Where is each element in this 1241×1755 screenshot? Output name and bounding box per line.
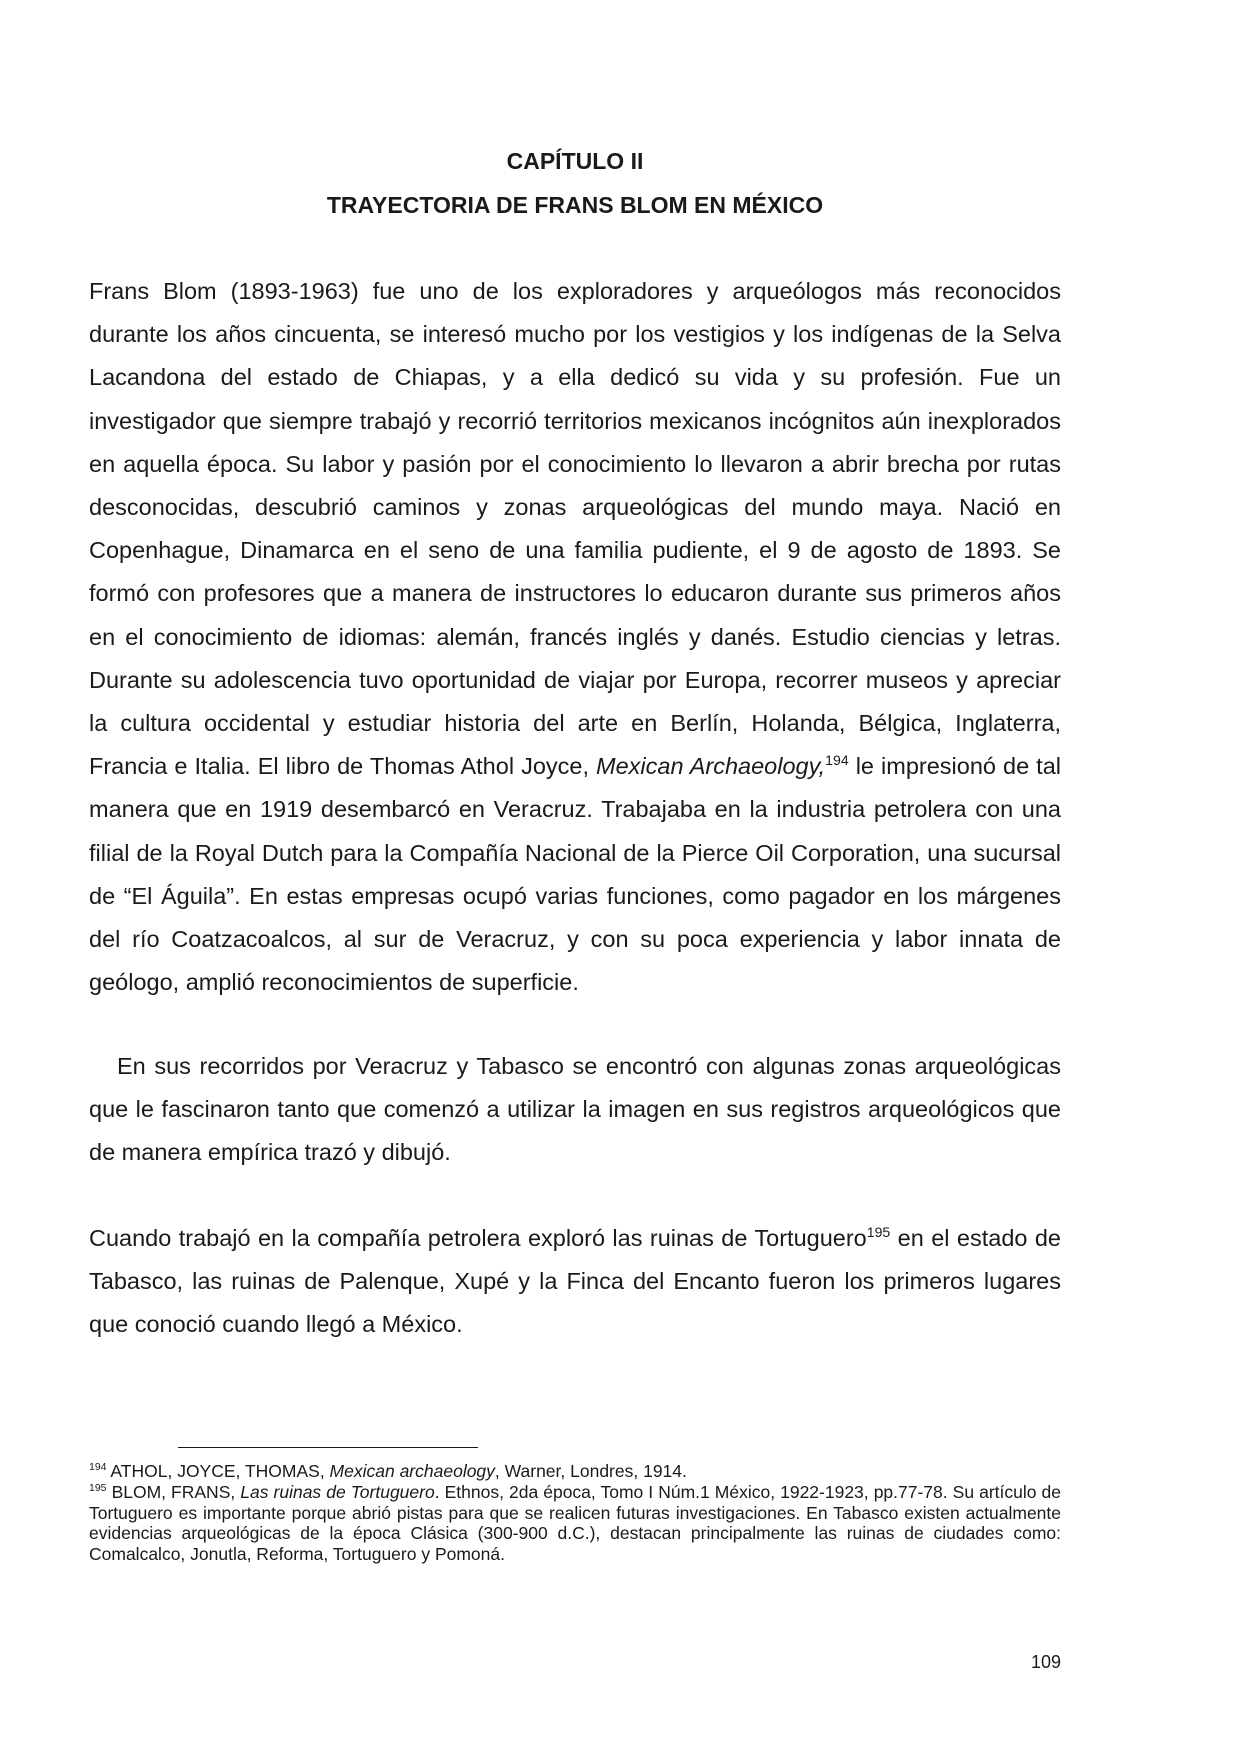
footnote-ref-194: 194 xyxy=(825,752,849,769)
paragraph-3-text-a: Cuando trabajó en la compañía petrolera exploró las ruinas de Tortuguero xyxy=(89,1225,867,1251)
paragraph-3-text-b: en el estado de Tabasco, las ruinas de Palenque, Xupé y la Finca del Encanto fueron los primeros lugares que conoció cuando llegó a México. xyxy=(89,1225,1061,1338)
footnote-number: 195 xyxy=(89,1482,107,1495)
footnote-text-after: . Ethnos, 2da época, Tomo I Núm.1 México, 1922-1923, pp.77-78. Su artículo de Tortuguero es importante porque abrió pistas para que se realicen futuras investigaciones. En Tabasco existen actualmente evidencias arqueológicas de la época Clásica (300-900 d.C.), destacan principalmente las ruinas de ciudades como: Comalcalco, Jonutla, Reforma, Tortuguero y Pomoná. xyxy=(89,1482,1061,1564)
paragraph-1 xyxy=(89,270,1061,1004)
footnote-195 xyxy=(89,1482,1061,1564)
page-number: 109 xyxy=(1030,1652,1061,1672)
footnote-separator xyxy=(178,1447,478,1448)
footnote-number: 194 xyxy=(89,1461,107,1474)
paragraph-1-text-b: le impresionó de tal manera que en 1919 desembarcó en Veracruz. Trabajaba en la industria petrolera con una filial de la Royal Dutch para la Compañía Nacional de la Pierce Oil Corporation, una sucursal de “El Águila”. En estas empresas ocupó varias funciones, como pagador en los márgenes del río Coatzacoalcos, al sur de Veracruz, y con su poca experiencia y labor innata de geólogo, amplió reconocimientos de superficie. xyxy=(89,753,1061,996)
footnote-194 xyxy=(89,1461,1061,1482)
paragraph-2: En sus recorridos por Veracruz y Tabasco se encontró con algunas zonas arqueológicas que le fascinaron tanto que comenzó a utilizar la imagen en sus registros arqueológicos que de manera empírica trazó y dibujó. xyxy=(89,1053,1061,1166)
chapter-title: TRAYECTORIA DE FRANS BLOM EN MÉXICO xyxy=(326,192,824,218)
paragraph-3 xyxy=(89,1217,1061,1347)
footnote-book-title: Las ruinas de Tortuguero xyxy=(240,1482,435,1502)
footnote-text-before: ATHOL, JOYCE, THOMAS, xyxy=(106,1461,330,1481)
footnote-text-before: BLOM, FRANS, xyxy=(106,1482,241,1502)
footnote-book-title: Mexican archaeology xyxy=(329,1461,495,1481)
footnote-text-after: , Warner, Londres, 1914. xyxy=(494,1461,687,1481)
book-title-mexican-archaeology: Mexican Archaeology, xyxy=(596,753,826,780)
paragraph-1-text-a: Frans Blom (1893-1963) fue uno de los exploradores y arqueólogos más reconocidos durante los años cincuenta, se interesó mucho por los vestigios y los indígenas de la Selva Lacandona del estado de Chiapas, y a ella dedicó su vida y su profesión. Fue un investigador que siempre trabajó y recorrió territorios mexicanos incógnitos aún inexplorados en aquella época. Su labor y pasión por el conocimiento lo llevaron a abrir brecha por rutas desconocidas, descubrió caminos y zonas arqueológicas del mundo maya. Nació en Copenhague, Dinamarca en el seno de una familia pudiente, el 9 de agosto de 1893. Se formó con profesores que a manera de instructores lo educaron durante sus primeros años en el conocimiento de idiomas: alemán, francés inglés y danés. Estudio ciencias y letras. Durante su adolescencia tuvo oportunidad de viajar por Europa, recorrer museos y apreciar la cultura occidental y estudiar historia del arte en Berlín, Holanda, Bélgica, Inglaterra, Francia e Italia. El libro de Thomas Athol Joyce, xyxy=(89,278,1061,780)
footnote-ref-195: 195 xyxy=(866,1224,891,1241)
chapter-number: CAPÍTULO II xyxy=(506,148,644,174)
